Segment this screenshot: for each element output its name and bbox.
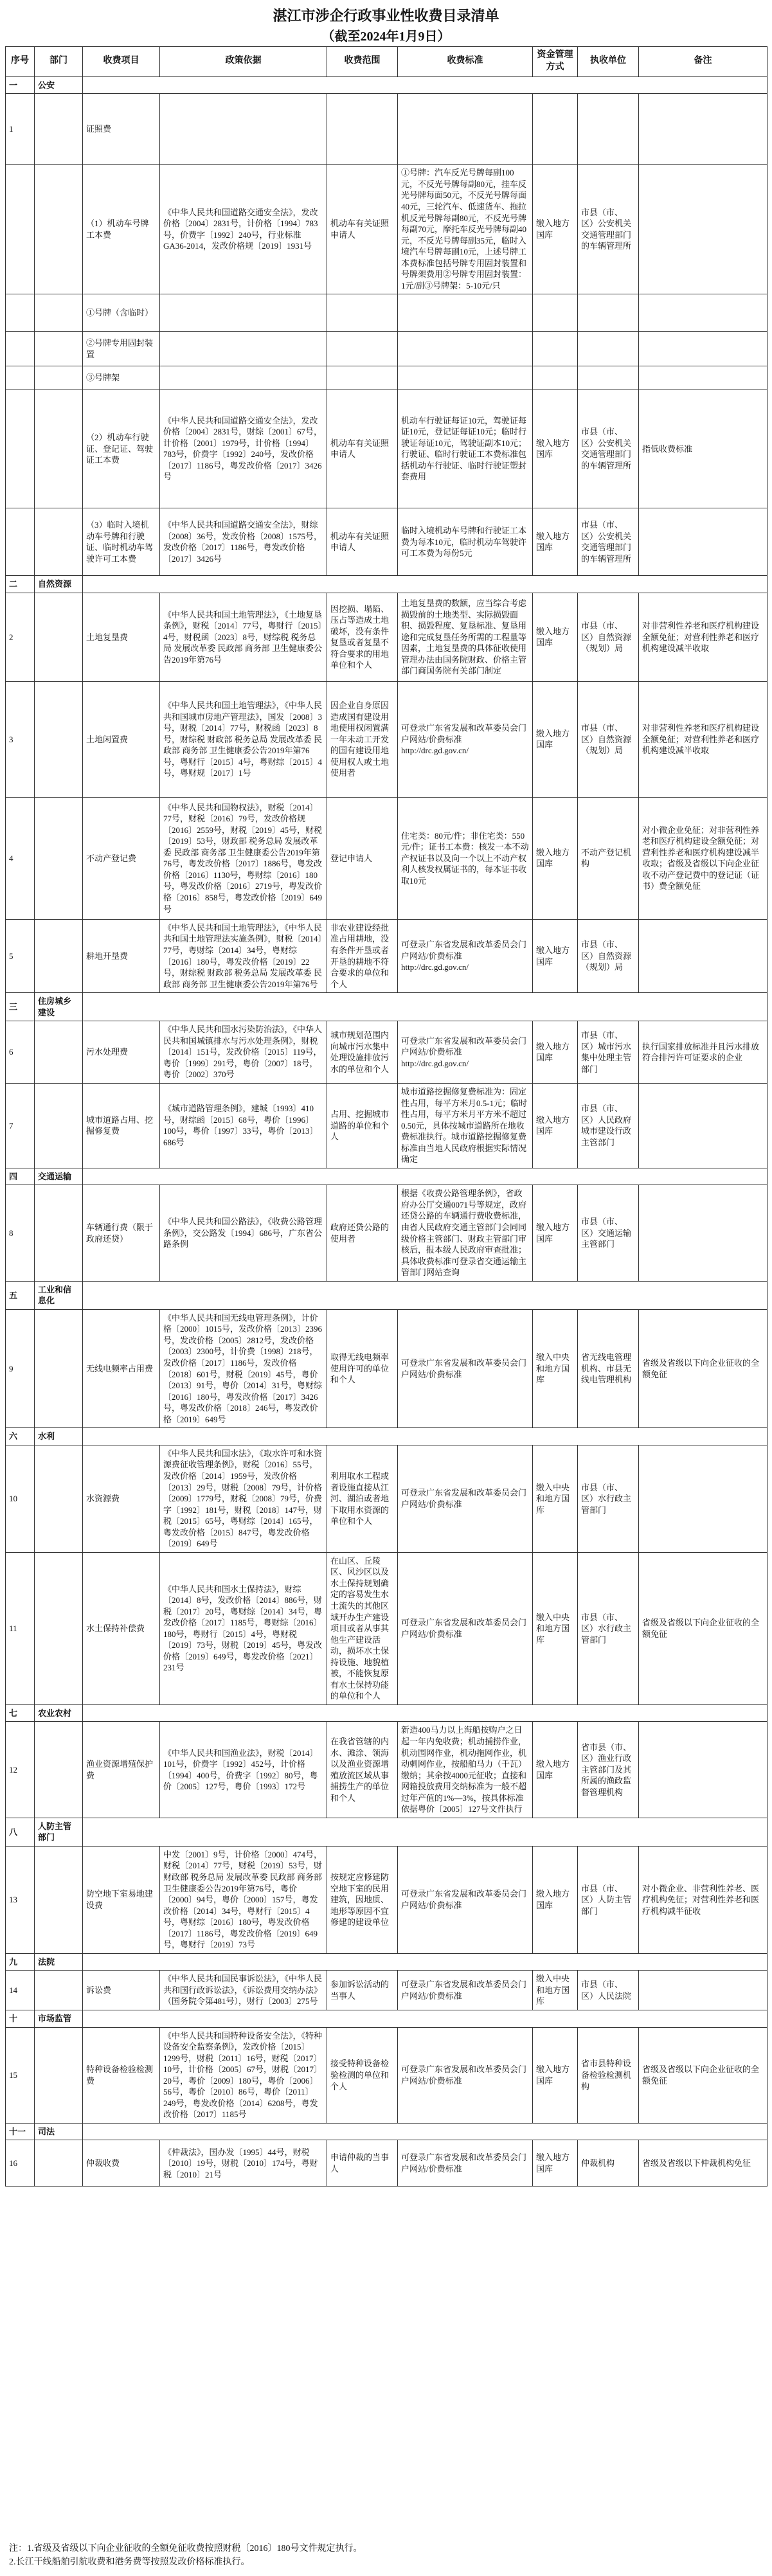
cell-remark <box>639 294 768 332</box>
cell-basis: 《城市道路管理条例》，建城〔1993〕410号，财综函〔2015〕68号，粤价〔1996〕100号，粤价〔1997〕33号，粤价〔2013〕686号 <box>160 1084 327 1168</box>
cell-fund <box>533 332 578 366</box>
cell-dept <box>35 1185 83 1281</box>
cell-dept <box>35 1971 83 2010</box>
cell-scope: 接受特种设备检验检测的单位和个人 <box>327 2027 398 2123</box>
category-seq: 十 <box>6 2010 35 2028</box>
cell-dept <box>35 94 83 165</box>
category-seq: 七 <box>6 1704 35 1722</box>
cell-seq: 15 <box>6 2027 35 2123</box>
cell-dept <box>35 1084 83 1168</box>
cell-unit <box>578 294 639 332</box>
cell-unit: 市县（市、区）自然资源（规划）局 <box>578 681 639 797</box>
cell-item: ②号牌专用固封装置 <box>83 332 160 366</box>
cell-standard: 土地复垦费的数额，应当综合考虑损毁前的土地类型、实际损毁面积、损毁程度、复垦标准、复垦用途和完成复垦任务所需的工程量等因素，土地复垦费的具体征收使用管理办法由国务院财政、价格主管部门商国务院有关部门制定 <box>398 593 533 681</box>
cell-basis: 《中华人民共和国物权法》，财税〔2014〕77号，财税〔2016〕79号，发改价格规〔2016〕2559号，财税〔2019〕45号，财税〔2019〕53号，财政部 税务总局 发展改革委 民政部 商务部 卫生健康委公告2019年第76号，粤发改价格〔2017〕1886号，粤发改价格〔2016〕1130号，粤财综〔2016〕180号，粤发改价格〔2016〕2719号，粤发改价格〔2016〕858号，粤发改价格〔2019〕649号 <box>160 797 327 919</box>
cell-scope: 因挖损、塌陷、压占等造成土地破坏，没有条件复垦或者复垦不符合要求的用地单位和个人 <box>327 593 398 681</box>
cell-item: 耕地开垦费 <box>83 919 160 992</box>
cell-basis: 《中华人民共和国道路交通安全法》，发改价格〔2004〕2831号，计价格〔1994〕783号，价费字〔1992〕240号，行业标准GA36-2014，发改价格规〔2019〕1931号 <box>160 165 327 294</box>
category-row <box>6 1953 768 1971</box>
table-row <box>6 389 768 508</box>
cell-seq <box>6 294 35 332</box>
category-row <box>6 2123 768 2140</box>
cell-unit: 省无线电管理机构、市县无线电管理机构 <box>578 1309 639 1427</box>
category-seq: 九 <box>6 1953 35 1971</box>
cell-remark: 指低收费标准 <box>639 389 768 508</box>
footnote: 2.长江干线船舶引航收费和港务费等按照发改价格标准执行。 <box>9 2557 250 2567</box>
cell-basis: 《中华人民共和国水土保持法》，财综〔2014〕8号，发改价格〔2014〕886号，财税〔2017〕20号，粤财综〔2014〕34号，粤发改价格〔2017〕1185号，粤财综〔2016〕180号，粤财行〔2015〕4号，粤财税〔2019〕73号，财税〔2019〕45号，粤发改价格〔2019〕649号，粤发改价格〔2021〕231号 <box>160 1552 327 1704</box>
cell-standard: 可登录广东省发展和改革委员会门户网站/价费标准 <box>398 1846 533 1953</box>
cell-remark: 对非营利性养老和医疗机构建设全额免征；对营利性养老和医疗机构建设减半收取 <box>639 681 768 797</box>
cell-unit: 仲裁机构 <box>578 2140 639 2187</box>
cell-basis: 《仲裁法》，国办发〔1995〕44号，财税〔2010〕19号，财税〔2010〕174号，粤财税〔2010〕21号 <box>160 2140 327 2187</box>
cell-item: （2）机动车行驶证、登记证、驾驶证工本费 <box>83 389 160 508</box>
cell-seq: 3 <box>6 681 35 797</box>
cell-item: 诉讼费 <box>83 1971 160 2010</box>
cell-basis: 《中华人民共和国道路交通安全法》，发改价格〔2004〕2831号，财综〔2001〕67号，计价格〔2001〕1979号，计价格〔1994〕783号，价费字〔1992〕240号，发改价格〔2017〕1186号，粤发改价格〔2017〕3426号 <box>160 389 327 508</box>
cell-fund: 缴入地方国库 <box>533 797 578 919</box>
cell-seq: 6 <box>6 1021 35 1084</box>
cell-fund <box>533 94 578 165</box>
cell-item: 无线电频率占用费 <box>83 1309 160 1427</box>
cell-item: 城市道路占用、挖掘修复费 <box>83 1084 160 1168</box>
cell-basis <box>160 94 327 165</box>
cell-scope: 因企业自身原因造成国有建设用地使用权闲置满一年未动工开发的国有建设用地使用权人或土地使用者 <box>327 681 398 797</box>
cell-remark <box>639 1971 768 2010</box>
cell-item: 防空地下室易地建设费 <box>83 1846 160 1953</box>
category-row <box>6 1168 768 1185</box>
cell-basis <box>160 366 327 389</box>
category-row <box>6 2010 768 2028</box>
table-row <box>6 294 768 332</box>
category-fill <box>83 1168 768 1185</box>
cell-seq <box>6 508 35 576</box>
cell-dept <box>35 2140 83 2187</box>
category-seq: 四 <box>6 1168 35 1185</box>
cell-unit: 不动产登记机构 <box>578 797 639 919</box>
table-row <box>6 332 768 366</box>
table-row <box>6 366 768 389</box>
category-name: 人防主管部门 <box>35 1818 83 1846</box>
table-row <box>6 1021 768 1084</box>
cell-fund: 缴入中央和地方国库 <box>533 1971 578 2010</box>
cell-standard: 可登录广东省发展和改革委员会门户网站/价费标准 <box>398 1971 533 2010</box>
cell-dept <box>35 681 83 797</box>
category-name: 农业农村 <box>35 1704 83 1722</box>
cell-dept <box>35 294 83 332</box>
header-dept: 部门 <box>35 47 83 77</box>
footnotes <box>9 2542 761 2569</box>
table-row <box>6 1552 768 1704</box>
cell-seq: 10 <box>6 1445 35 1552</box>
cell-fund: 缴入地方国库 <box>533 2027 578 2123</box>
cell-fund: 缴入地方国库 <box>533 165 578 294</box>
category-fill <box>83 576 768 593</box>
cell-basis <box>160 294 327 332</box>
cell-remark: 省级及省级以下向企业征收的全额免征 <box>639 2027 768 2123</box>
cell-dept <box>35 1021 83 1084</box>
cell-remark: 对非营利性养老和医疗机构建设全额免征；对营利性养老和医疗机构建设减半收取 <box>639 593 768 681</box>
cell-dept <box>35 797 83 919</box>
header-item: 收费项目 <box>83 47 160 77</box>
cell-remark: 省级及省级以下仲裁机构免征 <box>639 2140 768 2187</box>
cell-unit: 市县（市、区）公安机关交通管理部门的车辆管理所 <box>578 389 639 508</box>
cell-unit: 市县（市、区）人民政府城市建设行政主管部门 <box>578 1084 639 1168</box>
page-title: 湛江市涉企行政事业性收费目录清单 <box>273 8 499 24</box>
cell-scope: 机动车有关证照申请人 <box>327 508 398 576</box>
cell-fund: 缴入地方国库 <box>533 508 578 576</box>
cell-item: 水土保持补偿费 <box>83 1552 160 1704</box>
cell-seq <box>6 165 35 294</box>
cell-remark <box>639 366 768 389</box>
category-row <box>6 576 768 593</box>
cell-unit: 市县（市、区）交通运输主管部门 <box>578 1185 639 1281</box>
category-name: 水利 <box>35 1428 83 1445</box>
cell-remark <box>639 919 768 992</box>
category-fill <box>83 1953 768 1971</box>
cell-unit: 市县（市、区）城市污水集中处理主管部门 <box>578 1021 639 1084</box>
table-row <box>6 1185 768 1281</box>
category-row <box>6 1428 768 1445</box>
header-unit: 执收单位 <box>578 47 639 77</box>
category-fill <box>83 1704 768 1722</box>
cell-fund: 缴入地方国库 <box>533 389 578 508</box>
header-scope: 收费范围 <box>327 47 398 77</box>
cell-item: 不动产登记费 <box>83 797 160 919</box>
cell-scope: 机动车有关证照申请人 <box>327 389 398 508</box>
cell-fund: 缴入地方国库 <box>533 1021 578 1084</box>
cell-standard: 可登录广东省发展和改革委员会门户网站/价费标准 http://drc.gd.gov.cn/ <box>398 919 533 992</box>
cell-unit: 市县（市、区）自然资源（规划）局 <box>578 593 639 681</box>
cell-basis <box>160 332 327 366</box>
cell-scope: 利用取水工程或者设施直接从江河、湖泊或者地下取用水资源的单位和个人 <box>327 1445 398 1552</box>
category-name: 司法 <box>35 2123 83 2140</box>
cell-scope: 非农业建设经批准占用耕地，没有条件开垦或者开垦的耕地不符合要求的单位和个人 <box>327 919 398 992</box>
header-seq: 序号 <box>6 47 35 77</box>
cell-unit: 省市县（市、区）渔业行政主管部门及其所属的渔政监督管理机构 <box>578 1722 639 1818</box>
cell-standard: 可登录广东省发展和改革委员会门户网站/价费标准 <box>398 1552 533 1704</box>
category-name: 住房城乡建设 <box>35 993 83 1021</box>
cell-standard: 临时入境机动车号牌和行驶证工本费为每本10元，临时机动车驾驶许可工本费为每份5元 <box>398 508 533 576</box>
cell-seq: 9 <box>6 1309 35 1427</box>
cell-fund <box>533 294 578 332</box>
cell-item: 土地复垦费 <box>83 593 160 681</box>
category-name: 法院 <box>35 1953 83 1971</box>
cell-dept <box>35 1552 83 1704</box>
cell-standard <box>398 366 533 389</box>
cell-scope: 参加诉讼活动的当事人 <box>327 1971 398 2010</box>
cell-item: （1）机动车号牌工本费 <box>83 165 160 294</box>
cell-standard: 新造400马力以上海船按购户之日起一年内免收费；机动捕捞作业，机动围网作业，机动拖网作业，机动刺网作业，按船舶马力（千瓦）缴纳；其余按4000元征收；直接和网箱投放费用交纳标准为一般不超过年产值的1%—3%，按具体标准依据粤价〔2005〕127号文件执行 <box>398 1722 533 1818</box>
cell-scope: 在我省管辖的内水、滩涂、领海以及渔业资源增殖放流区域从事捕捞生产的单位和个人 <box>327 1722 398 1818</box>
table-row <box>6 1445 768 1552</box>
cell-unit: 市县（市、区）公安机关交通管理部门的车辆管理所 <box>578 508 639 576</box>
cell-fund: 缴入地方国库 <box>533 593 578 681</box>
cell-scope: 取得无线电频率使用许可的单位和个人 <box>327 1309 398 1427</box>
category-fill <box>83 1281 768 1309</box>
category-row <box>6 993 768 1021</box>
cell-scope: 占用、挖掘城市道路的单位和个人 <box>327 1084 398 1168</box>
table-row <box>6 1084 768 1168</box>
cell-basis: 《中华人民共和国水污染防治法》，《中华人民共和国城镇排水与污水处理条例》，财税〔2014〕151号，发改价格〔2015〕119号，粤价〔1999〕291号，粤价〔2007〕18号，粤价〔2002〕370号 <box>160 1021 327 1084</box>
cell-scope: 在山区、丘陵区、风沙区以及水土保持规划确定的容易发生水土流失的其他区域开办生产建设项目或者从事其他生产建设活动，损坏水土保持设施、地貌植被，不能恢复原有水土保持功能的单位和个人 <box>327 1552 398 1704</box>
table-row <box>6 508 768 576</box>
category-row <box>6 1818 768 1846</box>
cell-fund: 缴入中央和地方国库 <box>533 1552 578 1704</box>
cell-seq: 16 <box>6 2140 35 2187</box>
table-row <box>6 2027 768 2123</box>
cell-dept <box>35 2027 83 2123</box>
category-seq: 五 <box>6 1281 35 1309</box>
cell-dept <box>35 1722 83 1818</box>
table-row <box>6 919 768 992</box>
cell-fund: 缴入地方国库 <box>533 1846 578 1953</box>
cell-standard: 可登录广东省发展和改革委员会门户网站/价费标准 <box>398 1445 533 1552</box>
cell-remark <box>639 508 768 576</box>
cell-remark <box>639 94 768 165</box>
cell-remark: 对小微企业、非营利性养老、医疗机构免征；对营利性养老和医疗机构减半征收 <box>639 1846 768 1953</box>
table-row <box>6 1971 768 2010</box>
category-name: 交通运输 <box>35 1168 83 1185</box>
cell-basis: 《中华人民共和国无线电管理条例》，计价格〔2000〕1015号，发改价格〔2013〕2396号，发改价格〔2005〕2812号，发改价格〔2003〕2300号，计价费〔1998〕218号，发改价格〔2017〕1186号，发改价格〔2018〕601号，财税〔2019〕45号，粤价〔2013〕91号，粤价〔2014〕31号，粤财综〔2016〕180号，粤发改价格〔2017〕3426号，粤发改价格〔2018〕246号，粤发改价格〔2019〕649号 <box>160 1309 327 1427</box>
cell-remark <box>639 1445 768 1552</box>
cell-dept <box>35 508 83 576</box>
table-header-row <box>6 47 768 77</box>
cell-unit <box>578 332 639 366</box>
cell-basis: 《中华人民共和国公路法》，《收费公路管理条例》，交公路发〔1994〕686号，广东省公路条例 <box>160 1185 327 1281</box>
cell-item: 土地闲置费 <box>83 681 160 797</box>
cell-standard: 可登录广东省发展和改革委员会门户网站/价费标准 http://drc.gd.gov.cn/ <box>398 681 533 797</box>
cell-standard <box>398 94 533 165</box>
category-fill <box>83 2010 768 2028</box>
cell-standard: 可登录广东省发展和改革委员会门户网站/价费标准 <box>398 1309 533 1427</box>
cell-scope: 登记申请人 <box>327 797 398 919</box>
cell-seq: 1 <box>6 94 35 165</box>
cell-dept <box>35 389 83 508</box>
cell-dept <box>35 1846 83 1953</box>
cell-seq: 13 <box>6 1846 35 1953</box>
cell-standard: 可登录广东省发展和改革委员会门户网站/价费标准 <box>398 2140 533 2187</box>
cell-scope <box>327 94 398 165</box>
cell-fund: 缴入地方国库 <box>533 2140 578 2187</box>
cell-unit: 市县（市、区）人民法院 <box>578 1971 639 2010</box>
cell-standard: 住宅类：80元/件；非住宅类：550元/件；证书工本费：核发一本不动产权证书以及向一个以上不动产权利人核发权属证书的，每本证书收取10元 <box>398 797 533 919</box>
table-row <box>6 2140 768 2187</box>
cell-fund <box>533 366 578 389</box>
cell-unit: 市县（市、区）公安机关交通管理部门的车辆管理所 <box>578 165 639 294</box>
cell-unit: 市县（市、区）自然资源（规划）局 <box>578 919 639 992</box>
cell-item: （3）临时入境机动车号牌和行驶证、临时机动车驾驶许可工本费 <box>83 508 160 576</box>
category-fill <box>83 993 768 1021</box>
page-subtitle: （截至2024年1月9日） <box>321 30 451 44</box>
table-row <box>6 165 768 294</box>
header-remark: 备注 <box>639 47 768 77</box>
header-standard: 收费标准 <box>398 47 533 77</box>
cell-remark: 对小微企业免征；对非营利性养老和医疗机构建设全额免征；对营利性养老和医疗机构建设减半收取；省级及省级以下向企业征收不动产登记费中的登记证（证书）费全额免征 <box>639 797 768 919</box>
cell-dept <box>35 919 83 992</box>
cell-standard <box>398 294 533 332</box>
cell-standard: 可登录广东省发展和改革委员会门户网站/价费标准 <box>398 2027 533 2123</box>
cell-item: 水资源费 <box>83 1445 160 1552</box>
cell-item: 车辆通行费（限于政府还贷） <box>83 1185 160 1281</box>
table-row <box>6 1309 768 1427</box>
cell-seq: 7 <box>6 1084 35 1168</box>
cell-dept <box>35 593 83 681</box>
category-fill <box>83 2123 768 2140</box>
cell-remark: 执行国家排放标准并且污水排放符合排污许可证要求的企业 <box>639 1021 768 1084</box>
category-name: 工业和信息化 <box>35 1281 83 1309</box>
cell-item: ①号牌（含临时） <box>83 294 160 332</box>
table-row <box>6 1722 768 1818</box>
cell-item: 特种设备检验检测费 <box>83 2027 160 2123</box>
category-fill <box>83 1818 768 1846</box>
cell-basis: 《中华人民共和国水法》，《取水许可和水资源费征收管理条例》，财税〔2016〕55号，发改价格〔2014〕1959号，发改价格〔2013〕29号，财税〔2008〕79号，计价格〔2009〕1779号，财税〔2008〕79号，价费字〔1992〕181号，财税〔2018〕147号，财税〔2015〕65号，粤财综〔2014〕165号，粤发改价格〔2015〕847号，粤发改价格〔2019〕649号 <box>160 1445 327 1552</box>
cell-scope: 城市规划范围内向城市污水集中处理设施排放污水的单位和个人 <box>327 1021 398 1084</box>
table-row <box>6 797 768 919</box>
category-row <box>6 1704 768 1722</box>
category-name: 自然资源 <box>35 576 83 593</box>
cell-seq <box>6 366 35 389</box>
table-row <box>6 94 768 165</box>
cell-seq: 11 <box>6 1552 35 1704</box>
cell-seq: 8 <box>6 1185 35 1281</box>
cell-fund: 缴入地方国库 <box>533 1084 578 1168</box>
category-name: 公安 <box>35 76 83 94</box>
table-row <box>6 593 768 681</box>
cell-remark <box>639 165 768 294</box>
fee-table-body <box>6 76 768 2187</box>
header-basis: 政策依据 <box>160 47 327 77</box>
cell-remark <box>639 332 768 366</box>
cell-fund: 缴入地方国库 <box>533 919 578 992</box>
cell-item: ③号牌架 <box>83 366 160 389</box>
cell-scope <box>327 366 398 389</box>
cell-fund: 缴入中央和地方国库 <box>533 1309 578 1427</box>
cell-fund: 缴入地方国库 <box>533 1185 578 1281</box>
cell-seq: 12 <box>6 1722 35 1818</box>
cell-item: 污水处理费 <box>83 1021 160 1084</box>
category-row <box>6 1281 768 1309</box>
category-name: 市场监管 <box>35 2010 83 2028</box>
cell-seq: 2 <box>6 593 35 681</box>
cell-unit: 省市县特种设备检验检测机构 <box>578 2027 639 2123</box>
cell-seq: 14 <box>6 1971 35 2010</box>
cell-scope: 政府还贷公路的使用者 <box>327 1185 398 1281</box>
cell-dept <box>35 366 83 389</box>
cell-seq <box>6 332 35 366</box>
footnote: 注：1.省级及省级以下向企业征收的全额免征收费按照财税〔2016〕180号文件规定执行。 <box>9 2544 363 2554</box>
cell-standard: 可登录广东省发展和改革委员会门户网站/价费标准 http://drc.gd.gov.cn/ <box>398 1021 533 1084</box>
cell-scope: 申请仲裁的当事人 <box>327 2140 398 2187</box>
cell-basis: 中发〔2001〕9号，计价格〔2000〕474号，财税〔2014〕77号，财税〔2019〕53号，财财政部 税务总局 发展改革委 民政部 商务部 卫生健康委公告2019年第76号，粤价〔2000〕94号，粤价〔2000〕157号，粤发改价格〔2014〕34号，粤财行〔2015〕4号，粤财综〔2016〕180号，粤发改价格〔2017〕1186号，粤发改价格〔2019〕649号，粤财行〔2019〕73号 <box>160 1846 327 1953</box>
cell-basis: 《中华人民共和国土地管理法》，《土地复垦条例》，财税〔2014〕77号，粤财行〔2015〕4号，财税函〔2023〕8号，财综税 税务总局 发展改革委 民政部 商务部 卫生健康委公告2019年第76号 <box>160 593 327 681</box>
cell-fund: 缴入中央和地方国库 <box>533 1445 578 1552</box>
cell-seq <box>6 389 35 508</box>
cell-seq: 4 <box>6 797 35 919</box>
cell-unit: 市县（市、区）人防主管部门 <box>578 1846 639 1953</box>
cell-scope <box>327 294 398 332</box>
cell-standard: 根据《收费公路管理条例》，省政府办公厅交通0071号等规定，政府还贷公路的车辆通行费收费标准，由省人民政府交通主管部门会同同级价格主管部门、财政主管部门审核后，报本级人民政府审查批准；具体收费标准可登录省交通运输主管部门网站查询 <box>398 1185 533 1281</box>
table-row <box>6 681 768 797</box>
cell-item: 渔业资源增殖保护费 <box>83 1722 160 1818</box>
category-seq: 二 <box>6 576 35 593</box>
category-seq: 十一 <box>6 2123 35 2140</box>
cell-basis: 《中华人民共和国道路交通安全法》，财综〔2008〕36号，发改价格〔2008〕1575号，发改价格〔2017〕1186号，粤发改价格〔2017〕3426号 <box>160 508 327 576</box>
cell-item: 证照费 <box>83 94 160 165</box>
cell-remark: 省级及省级以下向企业征收的全额免征 <box>639 1309 768 1427</box>
cell-unit: 市县（市、区）水行政主管部门 <box>578 1552 639 1704</box>
cell-unit <box>578 94 639 165</box>
cell-scope: 机动车有关证照申请人 <box>327 165 398 294</box>
cell-scope: 按规定应修建防空地下室的民用建筑，因地质、地形等原因不宜修建的建设单位 <box>327 1846 398 1953</box>
cell-standard: 城市道路挖掘修复费标准为：固定性占用，每平方米月0.5-1元；临时性占用，每平方米月平方米不超过0.50元，具体按城市道路所在地收费标准执行。城市道路挖掘修复费标准由当地人民政府根据实际情况确定 <box>398 1084 533 1168</box>
cell-dept <box>35 1445 83 1552</box>
cell-standard: ①号牌：汽车反光号牌每副100元，不反光号牌每副80元，挂车反光号牌每面50元，不反光号牌每面40元，三轮汽车、低速货车、拖拉机反光号牌每副80元，不反光号牌每副70元，摩托车反光号牌每副40元，不反光号牌每副35元，临时入境汽车号牌每副10元，上述号牌工本费标准包括号牌专用固封装置和号牌架费用②号牌专用固封装置：1元/副③号牌架：5-10元/只 <box>398 165 533 294</box>
cell-fund: 缴入地方国库 <box>533 1722 578 1818</box>
category-seq: 六 <box>6 1428 35 1445</box>
cell-item: 仲裁收费 <box>83 2140 160 2187</box>
cell-basis: 《中华人民共和国民事诉讼法》，《中华人民共和国行政诉讼法》，《诉讼费用交纳办法》（国务院令第481号），财行〔2003〕275号 <box>160 1971 327 2010</box>
cell-basis: 《中华人民共和国土地管理法》，《中华人民共和国城市房地产管理法》，国发〔2008〕3号，财税〔2014〕77号，财税函〔2023〕8号，财综税 财政部 税务总局 发展改革委 民政部 商务部 卫生健康委公告2019年第76号，粤财行〔2015〕4号，粤财综〔2015〕4号，粤财规〔2017〕1号 <box>160 681 327 797</box>
category-fill <box>83 1428 768 1445</box>
cell-remark: 省级及省级以下向企业征收的全额免征 <box>639 1552 768 1704</box>
category-seq: 八 <box>6 1818 35 1846</box>
category-row <box>6 76 768 94</box>
table-row <box>6 1846 768 1953</box>
cell-fund: 缴入地方国库 <box>533 681 578 797</box>
cell-standard <box>398 332 533 366</box>
cell-basis: 《中华人民共和国土地管理法》，《中华人民共和国土地管理法实施条例》，财税〔2014〕77号，粤财综〔2014〕34号，粤财综〔2016〕180号，粤发改价格〔2019〕22号，财综税 财政部 税务总局 发展改革委 民政部 商务部 卫生健康委公告2019年第76号 <box>160 919 327 992</box>
cell-unit <box>578 366 639 389</box>
cell-dept <box>35 1309 83 1427</box>
cell-standard: 机动车行驶证每证10元，驾驶证每证10元，登记证每证10元；临时行驶证每证10元，驾驶证副本10元；行驶证、临时行驶证工本费标准包括机动车行驶证、临时行驶证塑封套费用 <box>398 389 533 508</box>
cell-basis: 《中华人民共和国渔业法》，财税〔2014〕101号，价费字〔1992〕452号，计价格〔1994〕400号，价费字〔1992〕80号，粤价〔2005〕127号，粤价〔1993〕172号 <box>160 1722 327 1818</box>
category-seq: 一 <box>6 76 35 94</box>
header-fund: 资金管理方式 <box>533 47 578 77</box>
cell-scope <box>327 332 398 366</box>
cell-basis: 《中华人民共和国特种设备安全法》，《特种设备安全监察条例》，发改价格〔2015〕1299号，财税〔2011〕16号，财税〔2017〕10号，计价格〔2005〕67号，财税〔2017〕20号，粤价〔2009〕180号，粤价〔2006〕56号，粤价〔2010〕86号，粤价〔2011〕249号，粤发改价格〔2014〕6208号，粤发改价格〔2017〕1185号 <box>160 2027 327 2123</box>
category-fill <box>83 76 768 94</box>
cell-seq: 5 <box>6 919 35 992</box>
cell-dept <box>35 332 83 366</box>
cell-unit: 市县（市、区）水行政主管部门 <box>578 1445 639 1552</box>
cell-remark <box>639 1185 768 1281</box>
cell-remark <box>639 1084 768 1168</box>
cell-dept <box>35 165 83 294</box>
fee-table <box>5 46 768 2187</box>
category-seq: 三 <box>6 993 35 1021</box>
cell-remark <box>639 1722 768 1818</box>
